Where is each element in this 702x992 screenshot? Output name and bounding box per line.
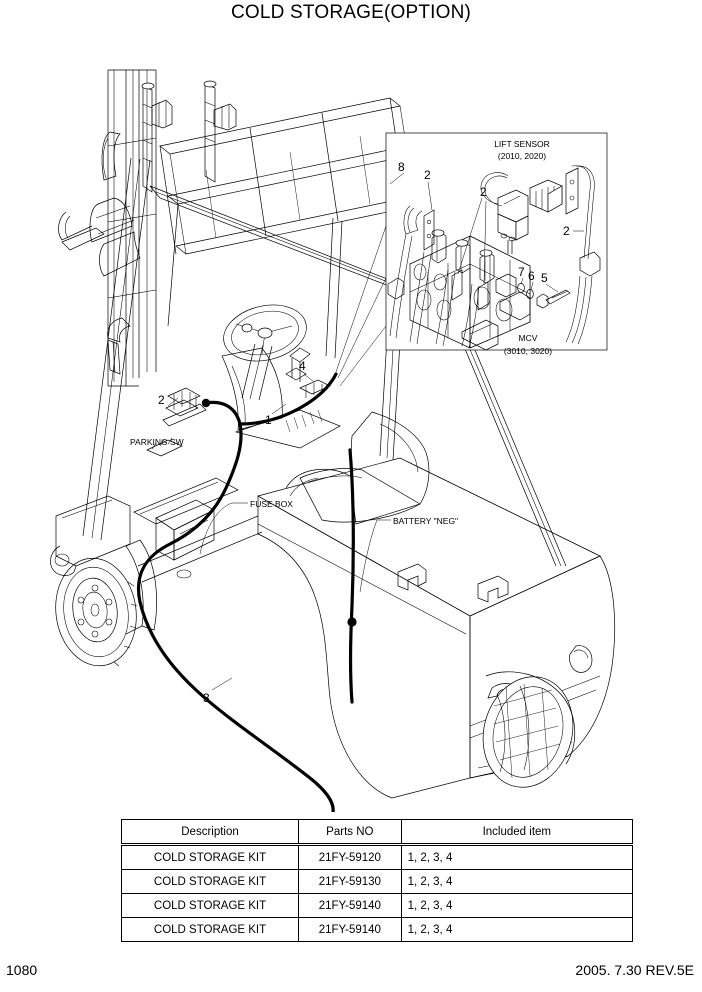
callout-1: 1	[265, 413, 272, 427]
callout-2-main: 2	[158, 393, 165, 407]
label-lift-sensor: LIFT SENSOR	[494, 139, 550, 149]
label-fuse-box: FUSE BOX	[250, 499, 293, 509]
cell-included: 1, 2, 3, 4	[401, 918, 632, 942]
label-mcv: MCV	[518, 333, 538, 343]
cell-parts-no: 21FY-59130	[299, 870, 402, 894]
callout-3: 3	[203, 691, 210, 705]
cell-description: COLD STORAGE KIT	[122, 894, 299, 918]
detail-inset	[386, 133, 607, 356]
cell-included: 1, 2, 3, 4	[401, 894, 632, 918]
label-lift-sensor-code: (2010, 2020)	[497, 151, 547, 161]
operator-seat	[286, 412, 429, 524]
label-mcv-code: (3010, 3020)	[503, 346, 553, 356]
mast-assembly	[59, 70, 236, 540]
table-row	[122, 845, 633, 870]
cell-parts-no: 21FY-59140	[299, 894, 402, 918]
cell-parts-no: 21FY-59120	[299, 845, 402, 870]
inset-callout-7: 7	[518, 265, 525, 279]
cell-included: 1, 2, 3, 4	[401, 845, 632, 870]
parts-table	[121, 819, 633, 942]
inset-callout-2c: 2	[563, 224, 570, 238]
cell-included: 1, 2, 3, 4	[401, 870, 632, 894]
table-header-row	[122, 820, 633, 845]
cell-description: COLD STORAGE KIT	[122, 918, 299, 942]
inset-leader-lines	[336, 226, 386, 386]
label-battery-neg: BATTERY "NEG"	[393, 516, 459, 526]
table-row	[122, 870, 633, 894]
label-parking-sw: PARKING SW	[130, 437, 184, 447]
callout-4: 4	[299, 359, 306, 373]
header-parts-no: Parts NO	[299, 820, 402, 845]
header-included-item: Included item	[401, 820, 632, 845]
table-row	[122, 918, 633, 942]
header-description: Description	[122, 820, 299, 845]
parts-diagram	[0, 26, 702, 812]
cell-parts-no: 21FY-59140	[299, 918, 402, 942]
footer-page-number: 1080	[6, 962, 38, 978]
footer-revision: 2005. 7.30 REV.5E	[575, 962, 694, 978]
rear-wheel	[471, 667, 585, 798]
control-levers	[236, 348, 340, 448]
page-title: COLD STORAGE(OPTION)	[230, 2, 472, 23]
table-row	[122, 894, 633, 918]
inset-callout-2a: 2	[424, 168, 431, 182]
cell-description: COLD STORAGE KIT	[122, 870, 299, 894]
inset-callout-2b: 2	[480, 185, 487, 199]
cell-description: COLD STORAGE KIT	[122, 845, 299, 870]
inset-callout-6: 6	[528, 269, 535, 283]
inset-callout-5: 5	[541, 271, 548, 285]
inset-callout-8: 8	[398, 160, 405, 174]
